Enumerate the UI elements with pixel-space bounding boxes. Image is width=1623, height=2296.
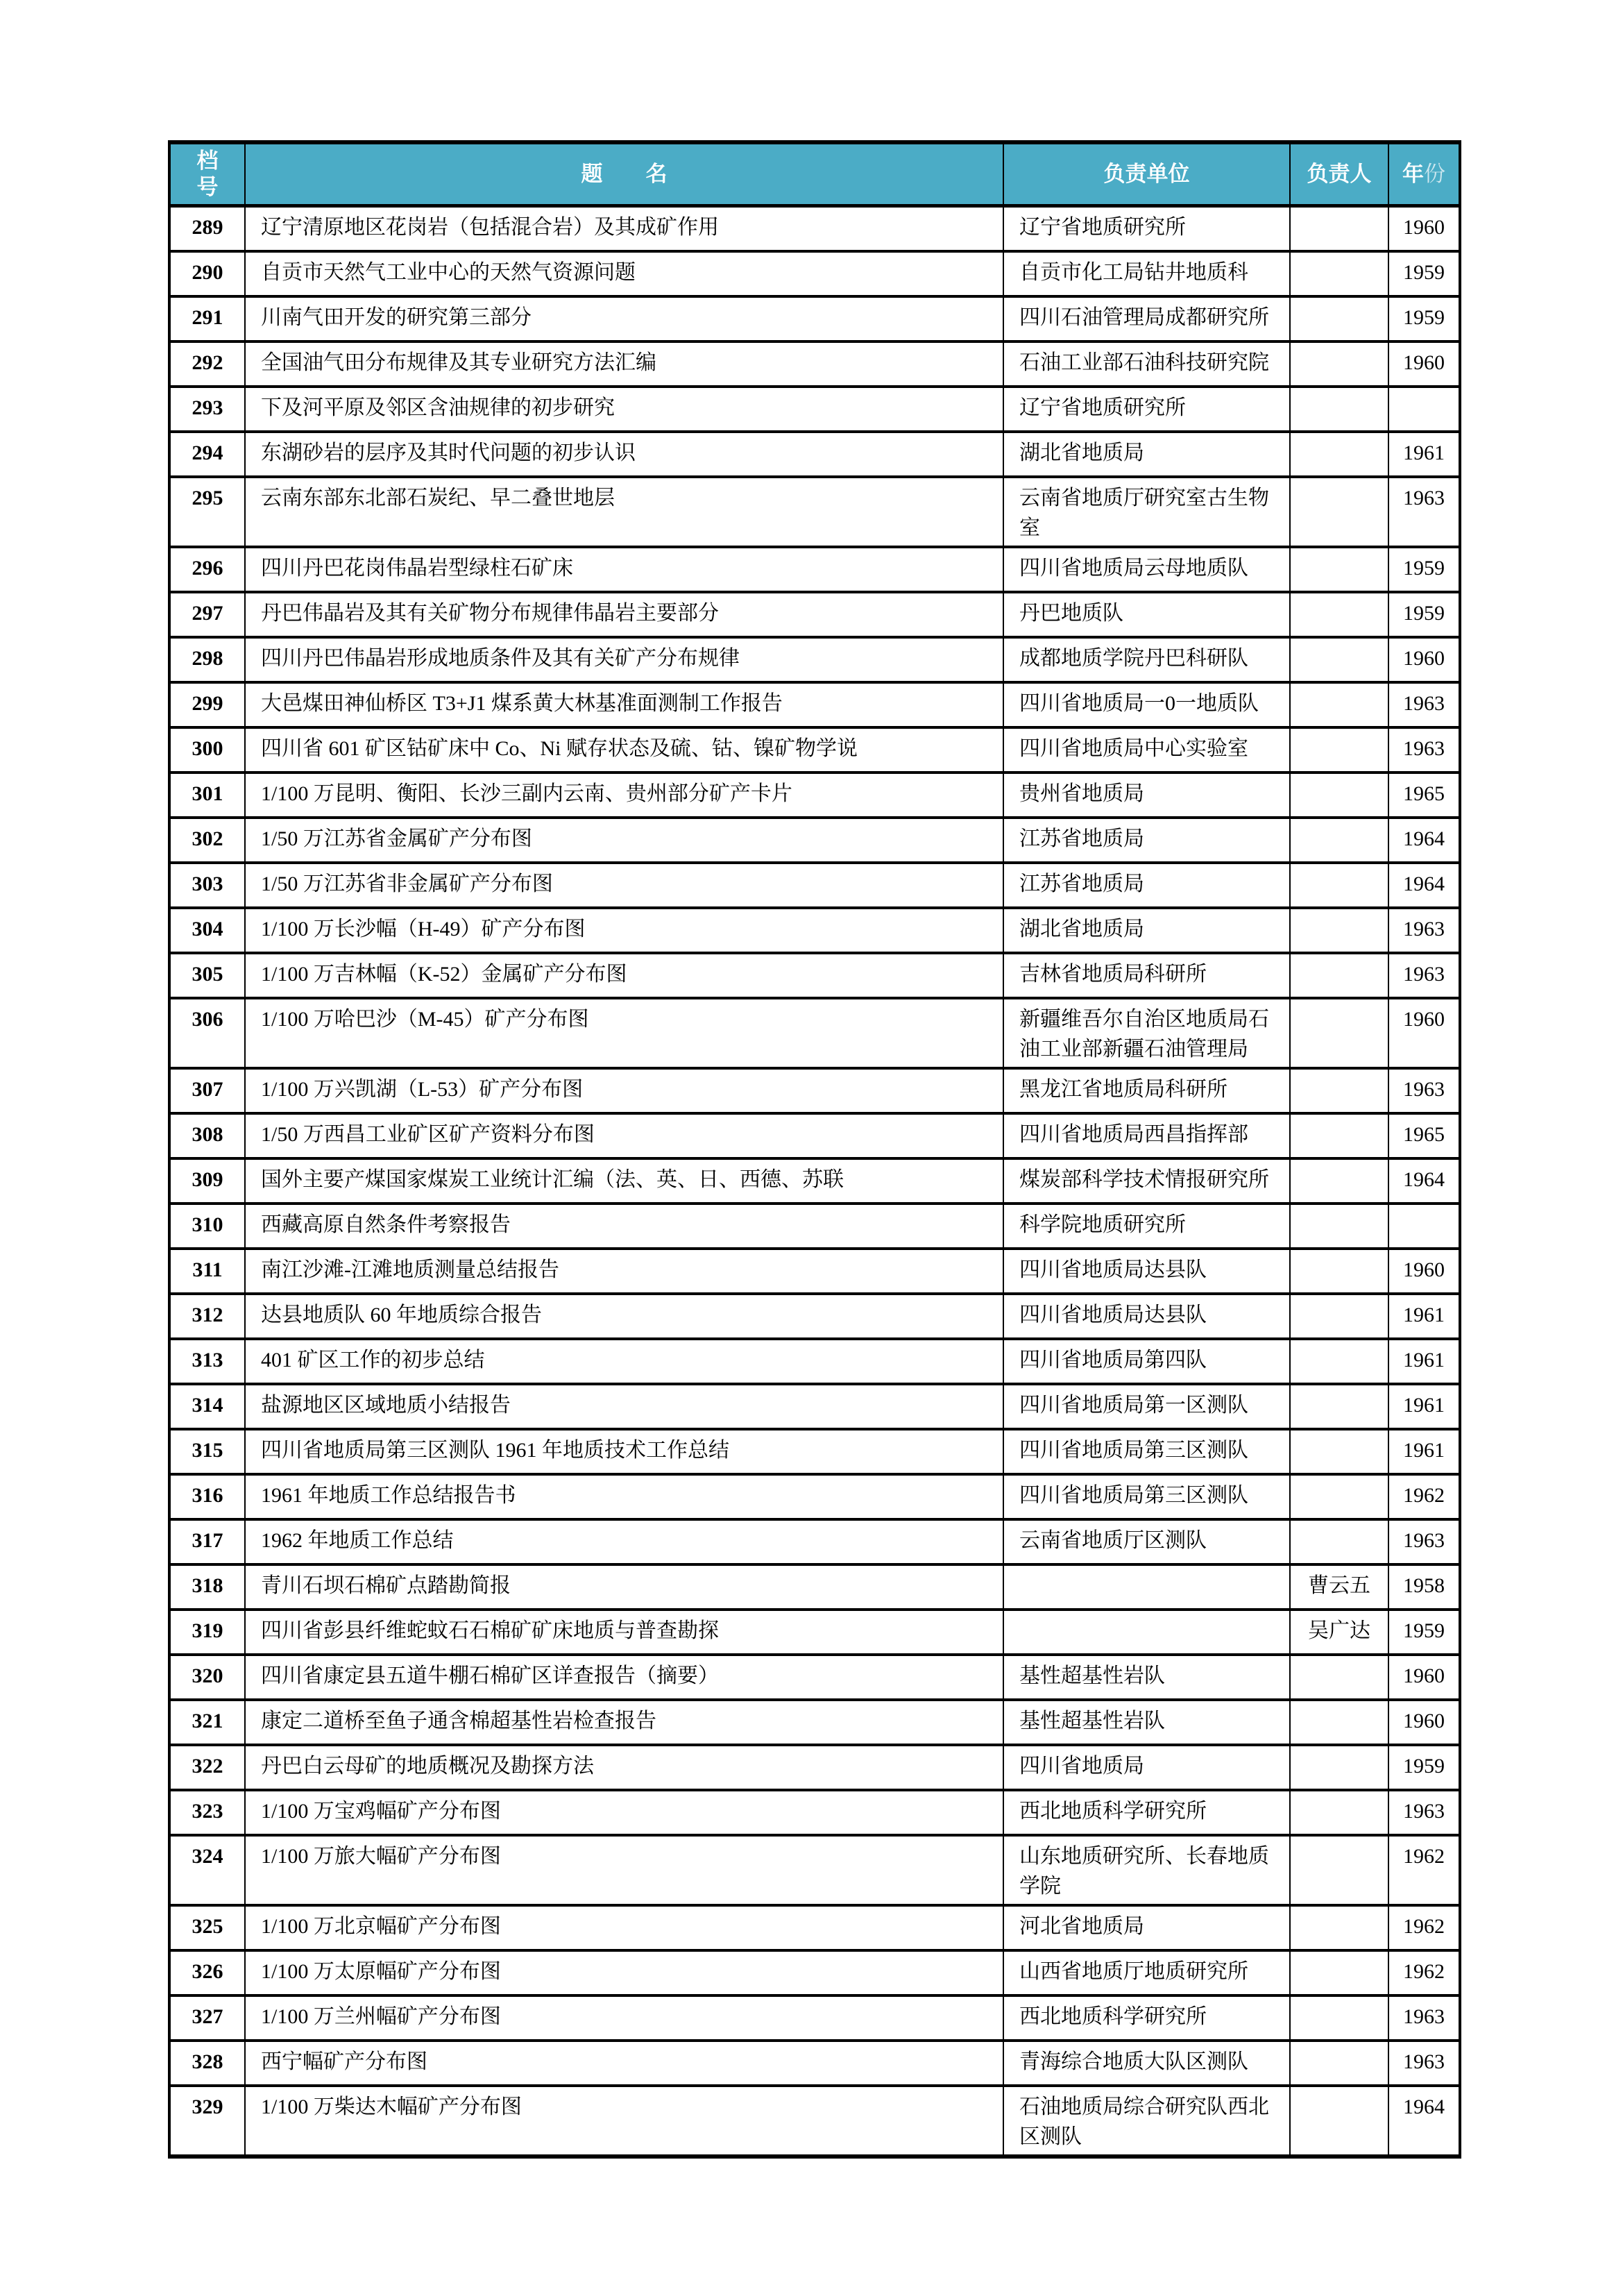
table-row: [169, 818, 1460, 863]
cell-title: 川南气田开发的研究第三部分: [245, 296, 1003, 341]
table-row: [169, 1474, 1460, 1519]
table-row: [169, 908, 1460, 953]
cell-title: 1/50 万江苏省金属矿产分布图: [245, 818, 1003, 863]
cell-year: 1964: [1388, 863, 1460, 908]
cell-unit: 云南省地质厅研究室古生物室: [1003, 477, 1290, 547]
cell-title: 1/50 万西昌工业矿区矿产资料分布图: [245, 1113, 1003, 1158]
cell-year: 1960: [1388, 206, 1460, 251]
archive-table: [168, 140, 1461, 2159]
cell-person: [1290, 998, 1388, 1068]
cell-archive-no: 321: [169, 1700, 245, 1745]
cell-person: [1290, 1113, 1388, 1158]
cell-unit: 四川省地质局第一区测队: [1003, 1384, 1290, 1429]
cell-person: [1290, 1339, 1388, 1384]
cell-person: [1290, 1745, 1388, 1790]
cell-title: 云南东部东北部石炭纪、早二叠世地层: [245, 477, 1003, 547]
table-row: [169, 1835, 1460, 1905]
table-row: [169, 592, 1460, 637]
column-header-archive-no: [169, 142, 245, 206]
table-row: [169, 1339, 1460, 1384]
cell-person: [1290, 341, 1388, 387]
cell-archive-no: 304: [169, 908, 245, 953]
cell-title: 辽宁清原地区花岗岩（包括混合岩）及其成矿作用: [245, 206, 1003, 251]
year-label-char2: 份: [1424, 162, 1445, 186]
cell-unit: 江苏省地质局: [1003, 818, 1290, 863]
cell-title: 四川省 601 矿区钴矿床中 Co、Ni 赋存状态及硫、钴、镍矿物学说: [245, 727, 1003, 773]
cell-person: [1290, 296, 1388, 341]
cell-archive-no: 290: [169, 251, 245, 296]
cell-year: 1960: [1388, 998, 1460, 1068]
table-row: [169, 1564, 1460, 1610]
table-row: [169, 341, 1460, 387]
cell-title: 1/100 万太原幅矿产分布图: [245, 1950, 1003, 1995]
cell-archive-no: 329: [169, 2086, 245, 2156]
cell-title: 四川省地质局第三区测队 1961 年地质技术工作总结: [245, 1429, 1003, 1474]
cell-person: [1290, 1204, 1388, 1249]
cell-title: 丹巴白云母矿的地质概况及勘探方法: [245, 1745, 1003, 1790]
cell-person: [1290, 477, 1388, 547]
table-row: [169, 296, 1460, 341]
cell-title: 1/100 万长沙幅（H-49）矿产分布图: [245, 908, 1003, 953]
cell-person: [1290, 1294, 1388, 1339]
cell-unit: 四川省地质局第三区测队: [1003, 1474, 1290, 1519]
cell-title: 1/100 万哈巴沙（M-45）矿产分布图: [245, 998, 1003, 1068]
cell-unit: 云南省地质厅区测队: [1003, 1519, 1290, 1564]
cell-person: [1290, 251, 1388, 296]
cell-title: 1/100 万兰州幅矿产分布图: [245, 1995, 1003, 2041]
cell-title: 东湖砂岩的层序及其时代问题的初步认识: [245, 432, 1003, 477]
cell-year: 1960: [1388, 637, 1460, 682]
cell-archive-no: 300: [169, 727, 245, 773]
cell-archive-no: 319: [169, 1610, 245, 1655]
cell-person: [1290, 773, 1388, 818]
cell-unit: 湖北省地质局: [1003, 908, 1290, 953]
cell-person: [1290, 432, 1388, 477]
cell-title: 四川丹巴花岗伟晶岩型绿柱石矿床: [245, 547, 1003, 592]
cell-year: 1963: [1388, 477, 1460, 547]
table-row: [169, 1204, 1460, 1249]
cell-archive-no: 289: [169, 206, 245, 251]
cell-archive-no: 314: [169, 1384, 245, 1429]
cell-archive-no: 316: [169, 1474, 245, 1519]
cell-year: [1388, 387, 1460, 432]
cell-unit: [1003, 1564, 1290, 1610]
cell-year: 1962: [1388, 1950, 1460, 1995]
cell-unit: 煤炭部科学技术情报研究所: [1003, 1158, 1290, 1204]
table-row: [169, 1294, 1460, 1339]
cell-year: 1961: [1388, 1339, 1460, 1384]
table-row: [169, 251, 1460, 296]
table-header: [169, 142, 1460, 206]
header-row: [169, 142, 1460, 206]
table-row: [169, 1519, 1460, 1564]
cell-title: 丹巴伟晶岩及其有关矿物分布规律伟晶岩主要部分: [245, 592, 1003, 637]
cell-person: [1290, 1905, 1388, 1950]
cell-unit: 四川省地质局西昌指挥部: [1003, 1113, 1290, 1158]
cell-title: 康定二道桥至鱼子通含棉超基性岩检查报告: [245, 1700, 1003, 1745]
table-row: [169, 432, 1460, 477]
cell-person: [1290, 1158, 1388, 1204]
table-row: [169, 1700, 1460, 1745]
table-row: [169, 682, 1460, 727]
cell-unit: 基性超基性岩队: [1003, 1700, 1290, 1745]
cell-person: [1290, 547, 1388, 592]
cell-archive-no: 328: [169, 2041, 245, 2086]
cell-title: 自贡市天然气工业中心的天然气资源问题: [245, 251, 1003, 296]
cell-title: 1962 年地质工作总结: [245, 1519, 1003, 1564]
cell-unit: 四川省地质局云母地质队: [1003, 547, 1290, 592]
cell-unit: 石油地质局综合研究队西北区测队: [1003, 2086, 1290, 2156]
cell-archive-no: 298: [169, 637, 245, 682]
cell-unit: 四川省地质局第四队: [1003, 1339, 1290, 1384]
cell-person: [1290, 908, 1388, 953]
cell-archive-no: 326: [169, 1950, 245, 1995]
cell-title: 四川省彭县纤维蛇蚊石石棉矿矿床地质与普查勘探: [245, 1610, 1003, 1655]
cell-archive-no: 322: [169, 1745, 245, 1790]
cell-unit: 四川省地质局第三区测队: [1003, 1429, 1290, 1474]
cell-archive-no: 320: [169, 1655, 245, 1700]
cell-year: 1963: [1388, 682, 1460, 727]
cell-person: [1290, 1835, 1388, 1905]
cell-year: 1961: [1388, 432, 1460, 477]
cell-year: 1959: [1388, 1745, 1460, 1790]
cell-title: 1/100 万昆明、衡阳、长沙三副内云南、贵州部分矿产卡片: [245, 773, 1003, 818]
cell-archive-no: 294: [169, 432, 245, 477]
cell-unit: 辽宁省地质研究所: [1003, 206, 1290, 251]
table-row: [169, 998, 1460, 1068]
cell-unit: 四川省地质局中心实验室: [1003, 727, 1290, 773]
cell-title: 1961 年地质工作总结报告书: [245, 1474, 1003, 1519]
cell-archive-no: 324: [169, 1835, 245, 1905]
cell-unit: 辽宁省地质研究所: [1003, 387, 1290, 432]
cell-person: [1290, 727, 1388, 773]
table-row: [169, 1249, 1460, 1294]
cell-year: 1963: [1388, 1995, 1460, 2041]
cell-person: [1290, 863, 1388, 908]
cell-person: [1290, 592, 1388, 637]
archive-list-page: [168, 140, 1459, 2159]
cell-title: 盐源地区区域地质小结报告: [245, 1384, 1003, 1429]
table-row: [169, 1950, 1460, 1995]
cell-year: 1963: [1388, 953, 1460, 998]
cell-unit: [1003, 1610, 1290, 1655]
cell-archive-no: 327: [169, 1995, 245, 2041]
cell-archive-no: 302: [169, 818, 245, 863]
cell-unit: 青海综合地质大队区测队: [1003, 2041, 1290, 2086]
cell-unit: 黑龙江省地质局科研所: [1003, 1068, 1290, 1113]
cell-person: [1290, 953, 1388, 998]
cell-year: 1962: [1388, 1474, 1460, 1519]
cell-unit: 基性超基性岩队: [1003, 1655, 1290, 1700]
cell-archive-no: 296: [169, 547, 245, 592]
cell-person: [1290, 1700, 1388, 1745]
cell-unit: 山西省地质厅地质研究所: [1003, 1950, 1290, 1995]
cell-archive-no: 293: [169, 387, 245, 432]
cell-unit: 四川省地质局达县队: [1003, 1249, 1290, 1294]
cell-year: 1964: [1388, 2086, 1460, 2156]
cell-unit: 湖北省地质局: [1003, 432, 1290, 477]
cell-person: [1290, 1384, 1388, 1429]
archive-no-label-line2: 号: [196, 175, 219, 199]
cell-year: 1959: [1388, 547, 1460, 592]
cell-year: 1960: [1388, 1655, 1460, 1700]
cell-year: 1964: [1388, 1158, 1460, 1204]
table-row: [169, 206, 1460, 251]
table-row: [169, 547, 1460, 592]
cell-archive-no: 291: [169, 296, 245, 341]
year-label-char1: 年: [1402, 162, 1424, 186]
cell-archive-no: 312: [169, 1294, 245, 1339]
cell-title: 1/50 万江苏省非金属矿产分布图: [245, 863, 1003, 908]
column-header-person: 负责人: [1290, 142, 1388, 206]
cell-unit: 西北地质科学研究所: [1003, 1790, 1290, 1835]
cell-year: 1963: [1388, 1068, 1460, 1113]
table-row: [169, 387, 1460, 432]
table-row: [169, 2041, 1460, 2086]
cell-year: 1960: [1388, 341, 1460, 387]
cell-unit: 山东地质研究所、长春地质学院: [1003, 1835, 1290, 1905]
cell-title: 大邑煤田神仙桥区 T3+J1 煤系黄大林基准面测制工作报告: [245, 682, 1003, 727]
cell-unit: 四川省地质局达县队: [1003, 1294, 1290, 1339]
cell-year: 1959: [1388, 296, 1460, 341]
cell-person: 吴广达: [1290, 1610, 1388, 1655]
table-row: [169, 1655, 1460, 1700]
cell-archive-no: 292: [169, 341, 245, 387]
cell-title: 1/100 万北京幅矿产分布图: [245, 1905, 1003, 1950]
cell-unit: 江苏省地质局: [1003, 863, 1290, 908]
cell-year: 1959: [1388, 1610, 1460, 1655]
cell-person: [1290, 1655, 1388, 1700]
cell-archive-no: 323: [169, 1790, 245, 1835]
cell-year: 1959: [1388, 251, 1460, 296]
cell-person: [1290, 1519, 1388, 1564]
cell-archive-no: 307: [169, 1068, 245, 1113]
table-row: [169, 1429, 1460, 1474]
cell-title: 四川丹巴伟晶岩形成地质条件及其有关矿产分布规律: [245, 637, 1003, 682]
cell-year: 1963: [1388, 908, 1460, 953]
cell-unit: 石油工业部石油科技研究院: [1003, 341, 1290, 387]
cell-title: 青川石坝石棉矿点踏勘简报: [245, 1564, 1003, 1610]
cell-unit: 河北省地质局: [1003, 1905, 1290, 1950]
cell-title: 1/100 万宝鸡幅矿产分布图: [245, 1790, 1003, 1835]
cell-archive-no: 325: [169, 1905, 245, 1950]
cell-unit: 贵州省地质局: [1003, 773, 1290, 818]
cell-archive-no: 295: [169, 477, 245, 547]
cell-year: 1965: [1388, 1113, 1460, 1158]
cell-year: [1388, 1204, 1460, 1249]
cell-archive-no: 299: [169, 682, 245, 727]
cell-person: [1290, 1429, 1388, 1474]
cell-year: 1961: [1388, 1429, 1460, 1474]
cell-title: 1/100 万柴达木幅矿产分布图: [245, 2086, 1003, 2156]
cell-archive-no: 306: [169, 998, 245, 1068]
cell-archive-no: 315: [169, 1429, 245, 1474]
cell-title: 四川省康定县五道牛棚石棉矿区详查报告（摘要）: [245, 1655, 1003, 1700]
cell-title: 西宁幅矿产分布图: [245, 2041, 1003, 2086]
table-row: [169, 2086, 1460, 2156]
cell-person: [1290, 2086, 1388, 2156]
cell-archive-no: 318: [169, 1564, 245, 1610]
cell-person: [1290, 818, 1388, 863]
table-row: [169, 1384, 1460, 1429]
cell-unit: 丹巴地质队: [1003, 592, 1290, 637]
cell-unit: 四川省地质局一0一地质队: [1003, 682, 1290, 727]
cell-title: 1/100 万吉林幅（K-52）金属矿产分布图: [245, 953, 1003, 998]
cell-year: 1961: [1388, 1294, 1460, 1339]
cell-person: 曹云五: [1290, 1564, 1388, 1610]
cell-year: 1963: [1388, 2041, 1460, 2086]
cell-year: 1961: [1388, 1384, 1460, 1429]
table-row: [169, 953, 1460, 998]
cell-title: 下及河平原及邻区含油规律的初步研究: [245, 387, 1003, 432]
table-row: [169, 1905, 1460, 1950]
archive-no-label-line1: 档: [196, 149, 219, 173]
column-header-title: 题 名: [245, 142, 1003, 206]
cell-unit: 成都地质学院丹巴科研队: [1003, 637, 1290, 682]
cell-year: 1964: [1388, 818, 1460, 863]
table-row: [169, 773, 1460, 818]
table-row: [169, 1610, 1460, 1655]
table-row: [169, 1113, 1460, 1158]
cell-archive-no: 303: [169, 863, 245, 908]
cell-person: [1290, 1249, 1388, 1294]
column-header-year: [1388, 142, 1460, 206]
cell-person: [1290, 682, 1388, 727]
cell-year: 1963: [1388, 1790, 1460, 1835]
cell-person: [1290, 206, 1388, 251]
table-row: [169, 1158, 1460, 1204]
cell-title: 国外主要产煤国家煤炭工业统计汇编（法、英、日、西德、苏联: [245, 1158, 1003, 1204]
cell-title: 达县地质队 60 年地质综合报告: [245, 1294, 1003, 1339]
cell-unit: 科学院地质研究所: [1003, 1204, 1290, 1249]
cell-year: 1963: [1388, 727, 1460, 773]
table-row: [169, 1745, 1460, 1790]
cell-person: [1290, 1950, 1388, 1995]
cell-archive-no: 317: [169, 1519, 245, 1564]
cell-title: 西藏高原自然条件考察报告: [245, 1204, 1003, 1249]
cell-title: 401 矿区工作的初步总结: [245, 1339, 1003, 1384]
cell-archive-no: 301: [169, 773, 245, 818]
cell-person: [1290, 2041, 1388, 2086]
table-row: [169, 1790, 1460, 1835]
table-row: [169, 727, 1460, 773]
cell-unit: 新疆维吾尔自治区地质局石油工业部新疆石油管理局: [1003, 998, 1290, 1068]
cell-year: 1960: [1388, 1700, 1460, 1745]
table-row: [169, 477, 1460, 547]
cell-person: [1290, 387, 1388, 432]
cell-person: [1290, 1790, 1388, 1835]
cell-person: [1290, 637, 1388, 682]
table-row: [169, 1995, 1460, 2041]
cell-person: [1290, 1068, 1388, 1113]
cell-title: 全国油气田分布规律及其专业研究方法汇编: [245, 341, 1003, 387]
cell-person: [1290, 1995, 1388, 2041]
cell-year: 1962: [1388, 1835, 1460, 1905]
cell-title: 1/100 万旅大幅矿产分布图: [245, 1835, 1003, 1905]
cell-year: 1962: [1388, 1905, 1460, 1950]
table-row: [169, 863, 1460, 908]
cell-person: [1290, 1474, 1388, 1519]
cell-year: 1959: [1388, 592, 1460, 637]
cell-title: 1/100 万兴凯湖（L-53）矿产分布图: [245, 1068, 1003, 1113]
cell-year: 1963: [1388, 1519, 1460, 1564]
table-body: [169, 206, 1460, 2156]
table-row: [169, 1068, 1460, 1113]
cell-title: 南江沙滩-江滩地质测量总结报告: [245, 1249, 1003, 1294]
cell-unit: 西北地质科学研究所: [1003, 1995, 1290, 2041]
cell-year: 1960: [1388, 1249, 1460, 1294]
cell-archive-no: 310: [169, 1204, 245, 1249]
cell-unit: 吉林省地质局科研所: [1003, 953, 1290, 998]
table-row: [169, 637, 1460, 682]
cell-year: 1958: [1388, 1564, 1460, 1610]
cell-archive-no: 305: [169, 953, 245, 998]
cell-unit: 自贡市化工局钻井地质科: [1003, 251, 1290, 296]
cell-archive-no: 309: [169, 1158, 245, 1204]
cell-unit: 四川省地质局: [1003, 1745, 1290, 1790]
column-header-unit: 负责单位: [1003, 142, 1290, 206]
cell-archive-no: 308: [169, 1113, 245, 1158]
cell-archive-no: 311: [169, 1249, 245, 1294]
cell-unit: 四川石油管理局成都研究所: [1003, 296, 1290, 341]
cell-archive-no: 313: [169, 1339, 245, 1384]
cell-archive-no: 297: [169, 592, 245, 637]
cell-year: 1965: [1388, 773, 1460, 818]
